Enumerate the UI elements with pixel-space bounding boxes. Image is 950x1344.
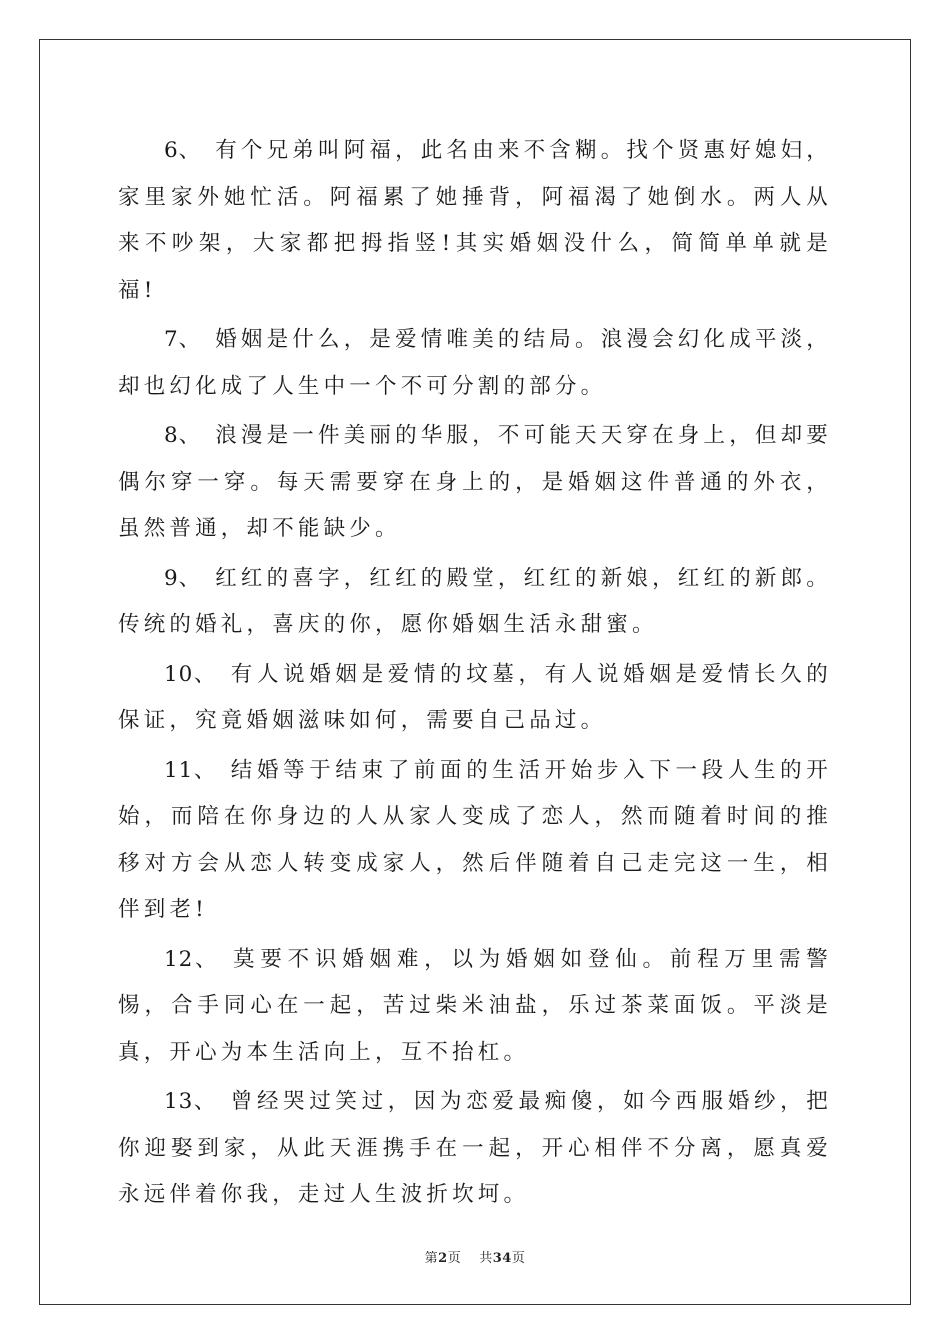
item-number: 12、 [164,946,220,972]
document-body [118,128,832,1222]
paragraph-9 [118,556,832,649]
paragraph-text: 曾经哭过笑过，因为恋爱最痴傻，如今西服婚纱，把你迎娶到家，从此天涯携手在一起，开心相伴不分离，愿真爱永远伴着你我，走过人生波折坎坷。 [118,1089,832,1207]
paragraph-11 [118,748,832,934]
paragraph-text: 红红的喜字，红红的殿堂，红红的新娘，红红的新郎。传统的婚礼，喜庆的你，愿你婚姻生活永甜蜜。 [118,565,832,637]
paragraph-10 [118,652,832,745]
item-number: 10、 [164,661,217,687]
paragraph-6 [118,128,832,314]
page-prefix: 第 [424,1251,439,1266]
paragraph-text: 结婚等于结束了前面的生活开始步入下一段人生的开始，而陪在你身边的人从家人变成了恋人，然而随着时间的推移对方会从恋人转变成家人，然后伴随着自己走完这一生，相伴到老! [118,757,832,922]
item-number: 8、 [164,423,202,448]
item-number: 11、 [164,757,217,783]
page-number: 2 [438,1251,448,1266]
paragraph-text: 莫要不识婚姻难，以为婚姻如登仙。前程万里需警惕，合手同心在一起，苦过柴米油盐，乐过茶菜面饭。平淡是真，开心为本生活向上，互不抬杠。 [118,946,833,1065]
paragraph-text: 有人说婚姻是爱情的坟墓，有人说婚姻是爱情长久的保证，究竟婚姻滋味如何，需要自己品过。 [118,661,832,733]
item-number: 7、 [164,327,202,352]
item-number: 9、 [164,565,202,591]
total-pages: 34 [492,1251,512,1266]
paragraph-text: 婚姻是什么，是爱情唯美的结局。浪漫会幻化成平淡，却也幻化成了人生中一个不可分割的部分。 [118,327,832,399]
paragraph-13 [118,1079,832,1219]
paragraph-text: 有个兄弟叫阿福，此名由来不含糊。找个贤惠好媳妇，家里家外她忙活。阿福累了她捶背，阿福渴了她倒水。两人从来不吵架，大家都把拇指竖!其实婚姻没什么，简简单单就是福! [118,138,832,303]
paragraph-7 [118,317,832,410]
page-footer [0,1247,950,1266]
paragraph-8 [118,413,832,553]
paragraph-12 [118,937,832,1077]
item-number: 13、 [164,1089,217,1114]
total-suffix: 页 [511,1251,526,1266]
page-suffix: 页 [447,1251,462,1266]
paragraph-text: 浪漫是一件美丽的华服，不可能天天穿在身上，但却要偶尔穿一穿。每天需要穿在身上的，是婚姻这件普通的外衣，虽然普通，却不能缺少。 [118,423,832,541]
total-prefix: 共 [479,1251,493,1266]
item-number: 6、 [164,138,202,163]
